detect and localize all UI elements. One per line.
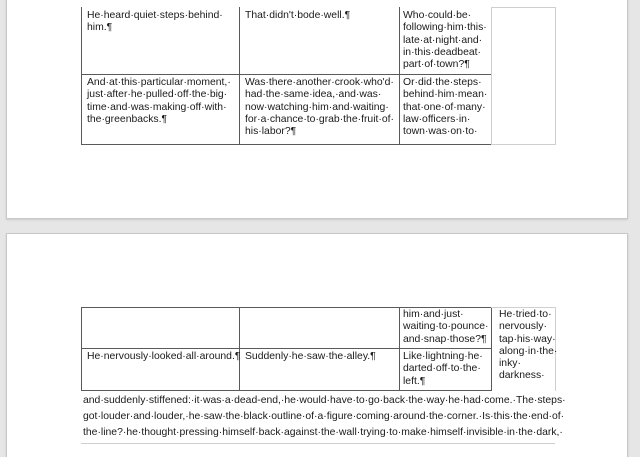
text-boundary — [81, 443, 555, 444]
document-page-2 — [6, 233, 628, 457]
table-border — [491, 307, 555, 308]
table-border — [555, 7, 556, 145]
table-border — [491, 7, 492, 145]
table-border — [81, 307, 491, 308]
table-border — [239, 7, 240, 145]
table-border — [491, 307, 492, 391]
table-cell[interactable]: He·tried·to· nervously· tap·his·way· along·in·the· inky· darkness· — [499, 309, 558, 382]
table-cell[interactable]: Who·could·be· following·him·this· late·at·night·and· in·this·deadbeat· part·of·town?¶ — [403, 10, 487, 71]
table-cell[interactable]: Or·did·the·steps· behind·him·mean· that·one·of·many· law·officers·in· town·was·on·to· — [403, 77, 488, 138]
table-border — [399, 7, 400, 145]
story-table-page-1 — [7, 0, 629, 220]
body-text-line[interactable]: got·louder·and·louder,·he·saw·the·black·outline·of·a·figure·coming·around·the·corner.·Is·this·the·end·of· — [83, 411, 565, 422]
table-border — [81, 74, 491, 75]
table-cell[interactable]: Was·there·another·crook·who'd· had·the·same·idea,·and·was· now·watching·him·and·waiting· for·a·chance·to·grab·the·fruit·of· his·labor?¶ — [245, 77, 394, 138]
table-border — [491, 144, 555, 145]
table-cell[interactable]: He·nervously·looked·all·around.¶ — [87, 351, 241, 362]
table-cell[interactable]: He·heard·quiet·steps·behind· him.¶ — [87, 10, 223, 34]
table-border — [81, 307, 82, 391]
story-table-page-2 — [7, 234, 629, 394]
table-border — [81, 348, 491, 349]
table-cell[interactable]: That·didn't·bode·well.¶ — [245, 10, 351, 21]
table-border — [81, 7, 82, 145]
document-page-1 — [6, 0, 628, 219]
table-border — [81, 390, 491, 391]
table-cell[interactable]: Suddenly·he·saw·the·alley.¶ — [245, 351, 376, 362]
table-border — [399, 307, 400, 391]
body-text-line[interactable]: and·suddenly·stiffened:·it·was·a·dead-end,·he·would·have·to·go·back·the·way·he·had·come.·The·steps· — [83, 395, 566, 406]
table-cell[interactable]: Like·lightning·he· darted·off·to·the· left.¶ — [403, 351, 483, 387]
table-border — [491, 7, 555, 8]
table-cell[interactable]: him·and·just· waiting·to·pounce· and·snap·those?¶ — [403, 309, 489, 345]
table-cell[interactable]: And·at·this·particular·moment,· just·after·he·pulled·off·the·big· time·and·was·making·off·with· the·greenbacks.¶ — [87, 77, 231, 125]
body-text-line[interactable]: the·line?·he·thought·pressing·himself·back·against·the·wall·trying·to·make·himself·invisible·in·the·dark,· — [83, 427, 563, 438]
table-border — [239, 307, 240, 391]
table-border — [81, 144, 491, 145]
